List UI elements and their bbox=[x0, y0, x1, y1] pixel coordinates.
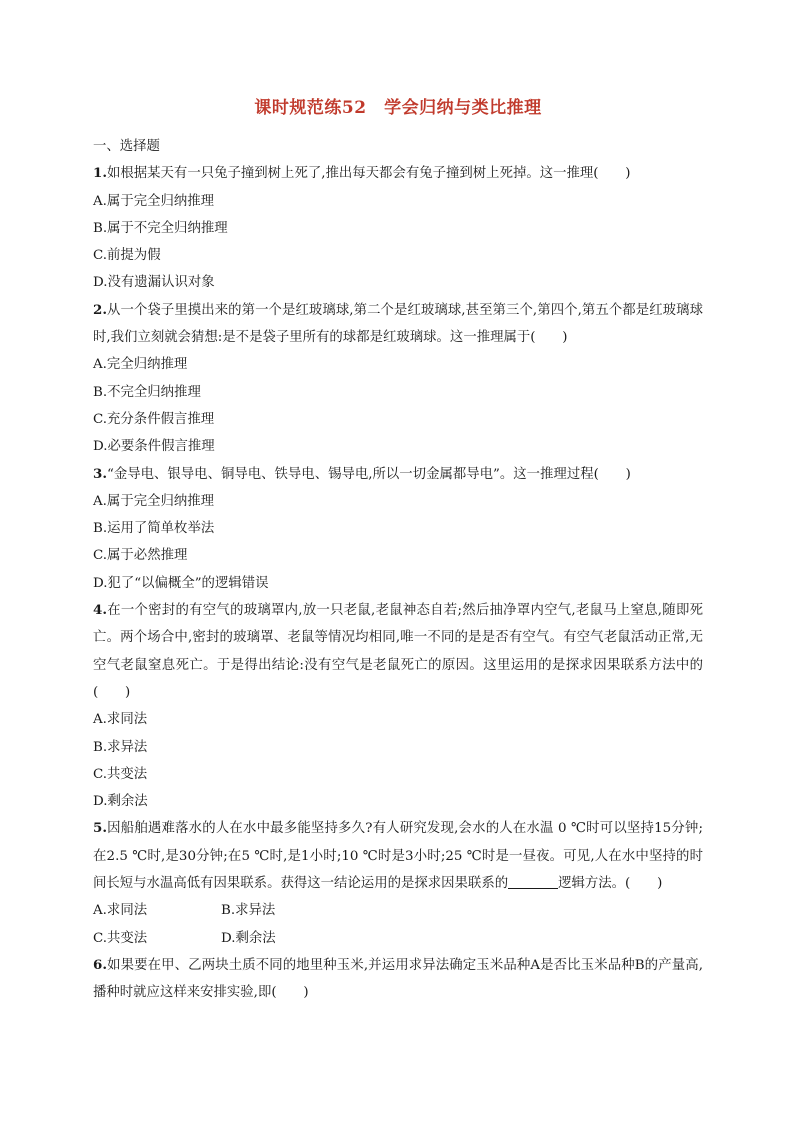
question-number: 2. bbox=[93, 301, 107, 318]
question-stem: 如根据某天有一只兔子撞到树上死了,推出每天都会有兔子撞到树上死掉。这一推理( ) bbox=[106, 166, 631, 182]
question-number: 3. bbox=[93, 465, 107, 482]
option-d: D.没有遗漏认识对象 bbox=[93, 275, 215, 291]
option-d: D.犯了“以偏概全”的逻辑错误 bbox=[93, 575, 269, 591]
question-number: 1. bbox=[93, 165, 107, 182]
option-d: D.剩余法 bbox=[221, 930, 276, 946]
option-b: B.求异法 bbox=[221, 903, 276, 919]
option-c: C.共变法 bbox=[93, 930, 148, 946]
question-number: 6. bbox=[93, 956, 107, 973]
question-3 bbox=[93, 461, 703, 488]
option-a: A.求同法 bbox=[93, 712, 148, 728]
option-b: B.属于不完全归纳推理 bbox=[93, 220, 228, 236]
option-d: D.必要条件假言推理 bbox=[93, 439, 215, 455]
options-row bbox=[93, 925, 703, 952]
question-1 bbox=[93, 160, 703, 187]
option-c: C.前提为假 bbox=[93, 248, 161, 264]
option-b: B.运用了简单枚举法 bbox=[93, 521, 215, 537]
question-6 bbox=[93, 952, 703, 1007]
question-stem: 因船舶遇难落水的人在水中最多能坚持多久?有人研究发现,会水的人在水温 0 ℃时可以坚持15分钟;在2.5 ℃时,是30分钟;在5 ℃时,是1小时;10 ℃时是3小时;25 ℃时是一昼夜。可见,人在水中坚持的时间长短与水温高低有因果联系。获得这一结论运用的是探求因果联系的 bbox=[93, 821, 703, 892]
question-number: 4. bbox=[93, 602, 107, 619]
option-a: A.属于完全归纳推理 bbox=[93, 193, 215, 209]
question-5 bbox=[93, 815, 703, 897]
answer-blank bbox=[508, 874, 558, 889]
question-number: 5. bbox=[93, 820, 107, 837]
page-title: 课时规范练52 学会归纳与类比推理 bbox=[254, 98, 542, 118]
option-a: A.求同法 bbox=[93, 903, 148, 919]
question-stem: 从一个袋子里摸出来的第一个是红玻璃球,第二个是红玻璃球,甚至第三个,第四个,第五个都是红玻璃球时,我们立刻就会猜想:是不是袋子里所有的球都是红玻璃球。这一推理属于( ) bbox=[93, 302, 703, 346]
question-stem: 如果要在甲、乙两块土质不同的地里种玉米,并运用求异法确定玉米品种A是否比玉米品种B的产量高,播种时就应这样来安排实验,即( ) bbox=[93, 957, 703, 1001]
question-2 bbox=[93, 297, 703, 352]
question-stem: “金导电、银导电、铜导电、铁导电、锡导电,所以一切金属都导电”。这一推理过程( ) bbox=[106, 466, 631, 482]
question-stem-end: 逻辑方法。( ) bbox=[558, 876, 663, 892]
question-stem: 在一个密封的有空气的玻璃罩内,放一只老鼠,老鼠神态自若;然后抽净罩内空气,老鼠马上窒息,随即死亡。两个场合中,密封的玻璃罩、老鼠等情况均相同,唯一不同的是是否有空气。有空气老鼠活动正常,无空气老鼠窒息死亡。于是得出结论:没有空气是老鼠死亡的原因。这里运用的是探求因果联系方法中的( ) bbox=[93, 603, 703, 700]
option-b: B.不完全归纳推理 bbox=[93, 384, 201, 400]
option-a: A.完全归纳推理 bbox=[93, 357, 188, 373]
option-c: C.充分条件假言推理 bbox=[93, 411, 215, 427]
option-a: A.属于完全归纳推理 bbox=[93, 493, 215, 509]
option-d: D.剩余法 bbox=[93, 794, 148, 810]
question-4 bbox=[93, 597, 703, 706]
worksheet-page bbox=[93, 96, 703, 1007]
option-c: C.属于必然推理 bbox=[93, 548, 188, 564]
option-b: B.求异法 bbox=[93, 739, 148, 755]
section-heading: 一、选择题 bbox=[93, 139, 160, 154]
options-row bbox=[93, 897, 703, 924]
option-c: C.共变法 bbox=[93, 766, 148, 782]
